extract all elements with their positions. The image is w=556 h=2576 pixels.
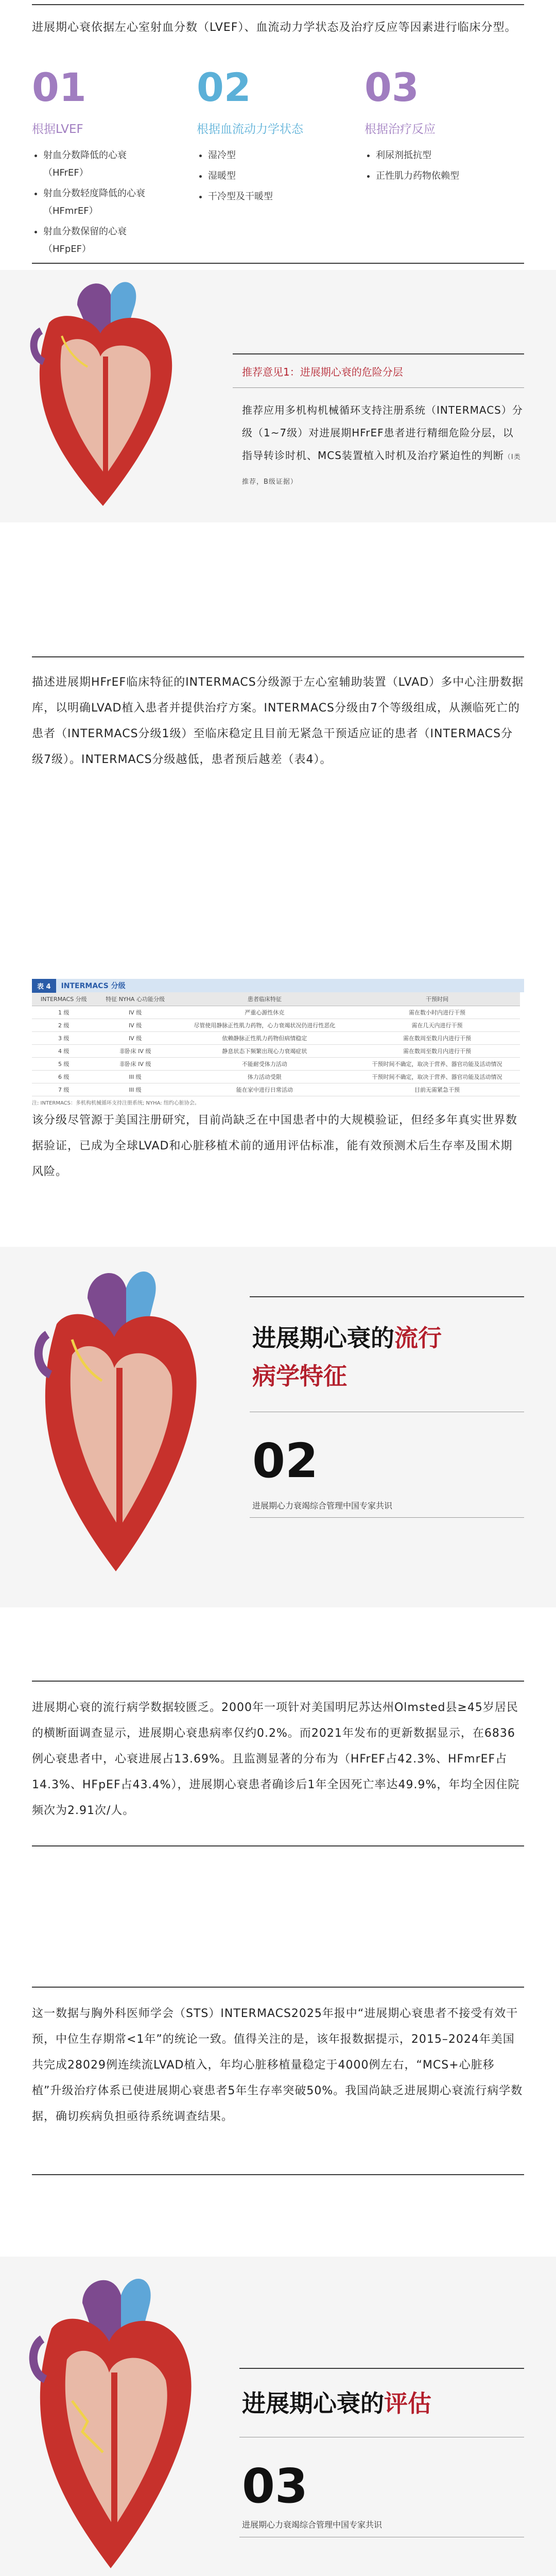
table-cell: 1 级: [32, 1006, 96, 1019]
section-02-title: [252, 1319, 520, 1395]
table-header: 患者临床特征: [175, 992, 355, 1006]
evidence-grade: （Ⅰ类推荐，B级证据）: [242, 453, 521, 486]
divider: [32, 2174, 524, 2175]
title-highlight: 病学特征: [252, 1362, 347, 1390]
section-rule: [250, 1296, 524, 1297]
paragraph-intermacs: 描述进展期HFrEF临床特征的INTERMACS分级源于左心室辅助装置（LVAD）多中心注册数据库，以明确LVAD植入患者并提供治疗方案。INTERMACS分级由7个等级组成，从濒临死亡的患者（INTERMACS分级1级）至临床稳定且目前无紧急干预适应证的患者（INTERMACS分级7级）。INTERMACS分级越低，患者预后越差（表4）。: [32, 676, 524, 766]
table-cell: 3 级: [32, 1032, 96, 1045]
table-cell: 能在家中进行日常活动: [175, 1083, 355, 1096]
table-cell: 体力活动受限: [175, 1071, 355, 1083]
table-title: INTERMACS 分级: [61, 982, 126, 990]
section-03-number: 03: [242, 2459, 308, 2514]
table-note: 注: INTERMACS：多机构机械循环支持注册系统; NYHA: 纽约心脏协会。: [32, 1100, 200, 1106]
paragraph-sts-report: 这一数据与胸外科医师学会（STS）INTERMACS2025年报中“进展期心衰患者不接受有效干预，中位生存期常<1年”的统论一致。值得关注的是，该年报数据提示，2015–2024年美国共完成28029例连续流LVAD植入，年均心脏移植量稳定于4000例左右，“MCS+心脏移植”升级治疗体系已使进展期心衰患者5年生存率突破50%。我国尚缺乏进展期心衰流行病学数据，确切疾病负担亟待系统调查结果。: [32, 2007, 523, 2123]
title-part: 进展期心衰的: [242, 2389, 384, 2417]
class-item: • 利尿剂抵抗型: [376, 147, 524, 164]
section-03-subtitle: 进展期心力衰竭综合管理中国专家共识: [242, 2520, 383, 2530]
table-cell: 非卧床 IV 级: [96, 1058, 175, 1071]
table-header: 特征 NYHA 心功能分级: [96, 992, 175, 1006]
table-cell: 目前无需紧急干预: [354, 1083, 520, 1096]
divider: [32, 1845, 524, 1846]
table-cell: 7 级: [32, 1083, 96, 1096]
intermacs-table: [32, 979, 524, 1106]
divider: [32, 1987, 524, 1988]
table-cell: 静息状态下频繁出现心力衰竭症状: [175, 1045, 355, 1058]
table-row: [32, 1045, 520, 1058]
table-header: 干预时间: [354, 992, 520, 1006]
class-col-number: 02: [197, 64, 251, 110]
table-cell: III 级: [96, 1083, 175, 1096]
heart-illustration: [0, 2267, 216, 2576]
class-col-lvef: [32, 64, 197, 255]
class-col-hemodynamic: [197, 64, 364, 252]
class-item: • 湿暖型: [208, 167, 364, 185]
class-col-title: 根据血流动力学状态: [197, 123, 303, 136]
table-cell: 6 级: [32, 1071, 96, 1083]
table-cell: IV 级: [96, 1019, 175, 1032]
section-02-number: 02: [252, 1433, 319, 1488]
table-cell: 4 级: [32, 1045, 96, 1058]
table-cell: 不能耐受体力活动: [175, 1058, 355, 1071]
top-divider: [32, 4, 524, 5]
table-cell: 需在几天内进行干预: [354, 1019, 520, 1032]
table-caption: [32, 979, 524, 992]
recommendation-title: 推荐意见1：进展期心衰的危险分层: [242, 366, 403, 378]
table-row: [32, 1071, 520, 1083]
paragraph-epidemiology: 进展期心衰的流行病学数据较匮乏。2000年一项针对美国明尼苏达州Olmsted县≥45岁居民的横断面调查显示，进展期心衰患病率仅约0.2%。而2021年发布的更新数据显示，在6836例心衰患者中，心衰进展占13.69%。且监测显著的分布为（HFrEF占42.3%、HFmrEF占14.3%、HFpEF占43.4%），进展期心衰患者确诊后1年全因死亡率达49.9%，年均全因住院频次为2.91次/人。: [32, 1701, 520, 1817]
table-cell: 需在数周至数月内进行干预: [354, 1045, 520, 1058]
class-col-title: 根据LVEF: [32, 123, 83, 136]
table-cell: 严重心源性休克: [175, 1006, 355, 1019]
class-item: • 正性肌力药物依赖型: [376, 167, 524, 185]
table-cell: III 级: [96, 1071, 175, 1083]
recommendation-rule: [233, 353, 524, 354]
heart-illustration: [0, 1257, 227, 1587]
table-header: INTERMACS 分级: [32, 992, 96, 1006]
table-grid: [32, 992, 520, 1096]
section-02-subtitle: 进展期心力衰竭综合管理中国专家共识: [252, 1501, 393, 1511]
divider: [32, 656, 524, 657]
class-item: • 射血分数保留的心衰（HFpEF）: [43, 223, 151, 258]
recommendation-rule-thin: [233, 387, 524, 388]
class-item: • 干冷型及干暖型: [208, 188, 364, 206]
table-cell: 干预时间不确定，取决于营养、器官功能及活动情况: [354, 1071, 520, 1083]
table-cell: 依赖静脉正性肌力药物但病情稳定: [175, 1032, 355, 1045]
table-cell: IV 级: [96, 1006, 175, 1019]
title-highlight: 流行: [394, 1324, 442, 1352]
paragraph-validation: 该分级尽管源于美国注册研究，目前尚缺乏在中国患者中的大规模验证，但经多年真实世界数据验证，已成为全球LVAD和心脏移植术前的通用评估标准，能有效预测术后生存率及围术期风险。: [32, 1114, 518, 1178]
title-highlight: 评估: [384, 2389, 431, 2417]
section-rule-thin: [250, 1517, 524, 1518]
table-row: [32, 1083, 520, 1096]
section-rule: [239, 2368, 524, 2369]
class-col-response: [364, 64, 524, 252]
table-cell: 尽管使用静脉正性肌力药物，心力衰竭状况仍进行性恶化: [175, 1019, 355, 1032]
heart-illustration: [0, 274, 201, 516]
divider: [32, 1681, 524, 1682]
intro-text: 进展期心衰依据左心室射血分数（LVEF）、血流动力学状态及治疗反应等因素进行临床分型。: [32, 21, 517, 34]
section-03-title: [242, 2384, 520, 2422]
table-row: [32, 1032, 520, 1045]
table-row: [32, 1006, 520, 1019]
table-cell: 需在数小时内进行干预: [354, 1006, 520, 1019]
table-cell: 2 级: [32, 1019, 96, 1032]
class-item: • 射血分数轻度降低的心衰（HFmrEF）: [43, 185, 151, 220]
table-cell: IV 级: [96, 1032, 175, 1045]
divider: [32, 263, 524, 264]
table-row: [32, 1058, 520, 1071]
classification-columns: [32, 64, 524, 255]
recommendation-text: 推荐应用多机构机械循环支持注册系统（INTERMACS）分级（1~7级）对进展期HFrEF患者进行精细危险分层，以指导转诊时机、MCS装置植入时机及治疗紧迫性的判断: [242, 404, 523, 462]
class-col-number: 01: [32, 64, 86, 110]
class-item: • 射血分数降低的心衰（HFrEF）: [43, 147, 151, 182]
table-cell: 5 级: [32, 1058, 96, 1071]
class-col-number: 03: [364, 64, 419, 110]
table-row: [32, 1019, 520, 1032]
class-item: • 湿冷型: [208, 147, 364, 164]
table-cell: 干预时间不确定，取决于营养、器官功能及活动情况: [354, 1058, 520, 1071]
table-cell: 需在数周至数月内进行干预: [354, 1032, 520, 1045]
title-part: 进展期心衰的: [252, 1324, 394, 1352]
class-col-title: 根据治疗反应: [364, 123, 436, 136]
table-badge: 表 4: [32, 979, 56, 993]
recommendation-body: [242, 399, 524, 494]
table-cell: 非卧床 IV 级: [96, 1045, 175, 1058]
